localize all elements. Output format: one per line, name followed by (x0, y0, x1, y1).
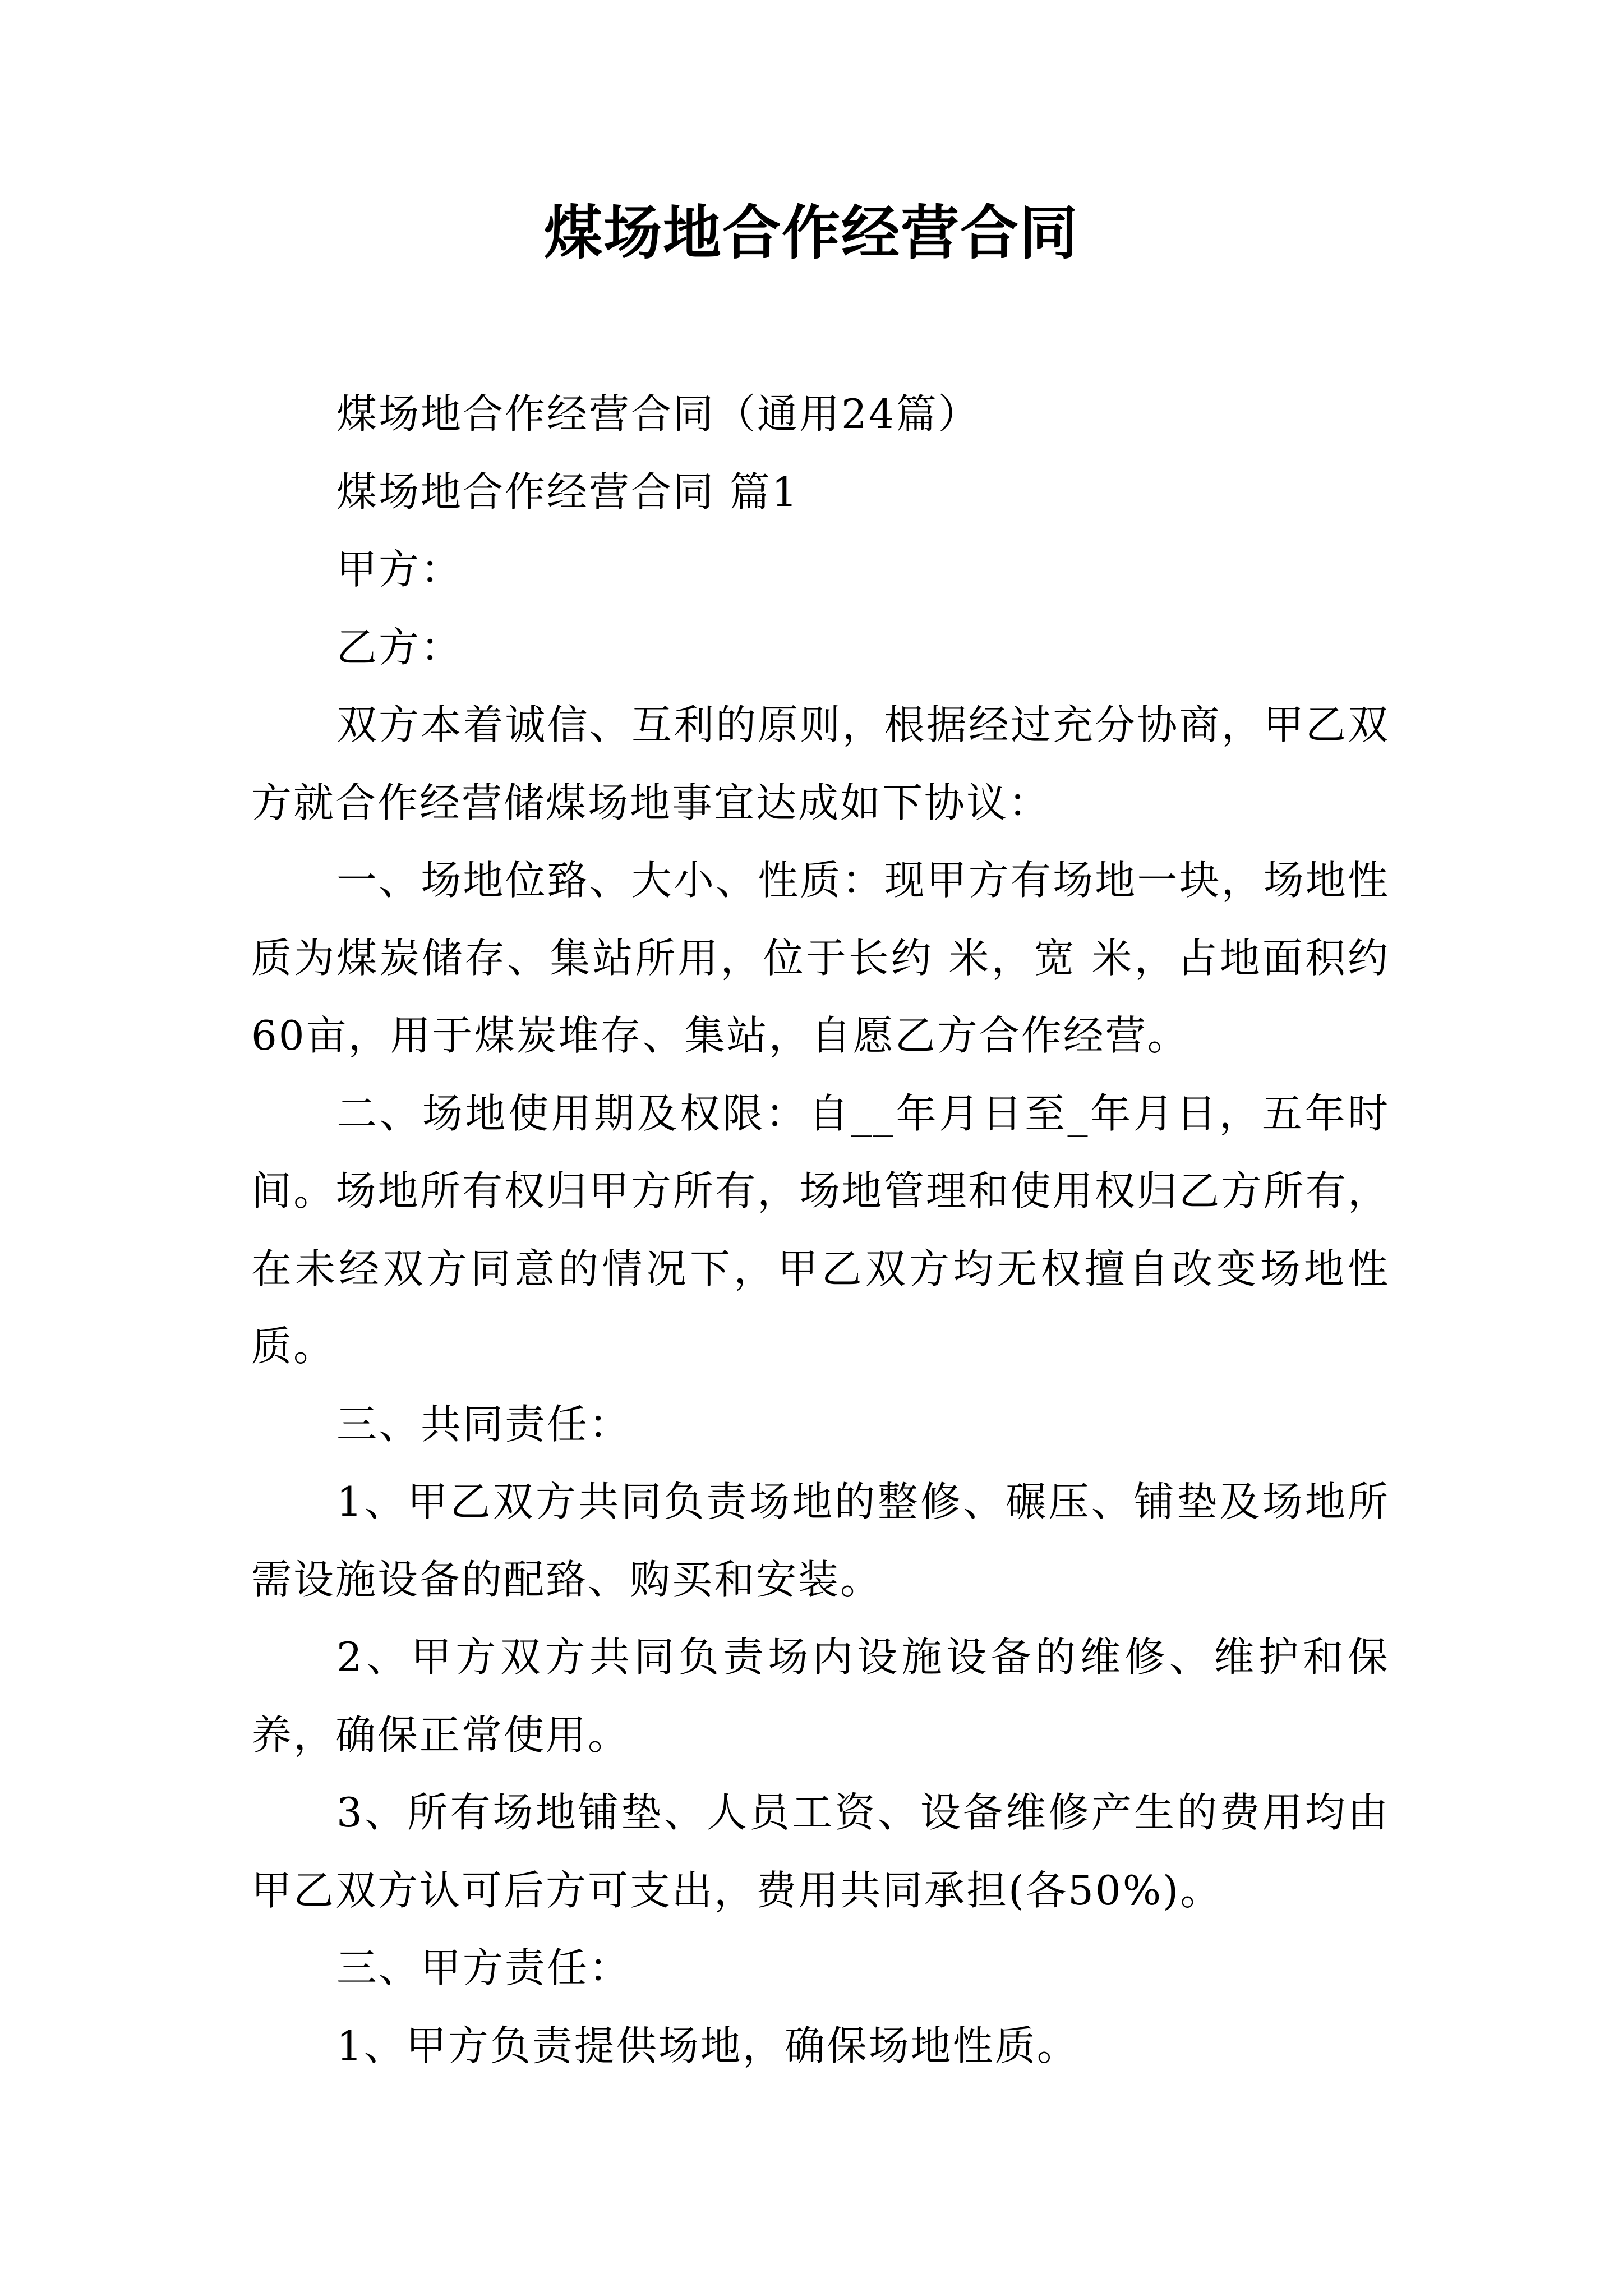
joint-item-3: 3、所有场地铺垫、人员工资、设备维修产生的费用均由甲乙双方认可后方可支出，费用共同承担(各50%)。 (251, 1789, 1390, 1914)
clause-term-paragraph: 二、场地使用期及权限：自__年月日至_年月日，五年时间。场地所有权归甲方所有，场地管理和使用权归乙方所有，在未经双方同意的情况下，甲乙双方均无权擅自改变场地性质。 (251, 1089, 1390, 1370)
party-a-line: 甲方： (336, 546, 463, 593)
clause-site-paragraph: 一、场地位臵、大小、性质：现甲方有场地一块，场地性质为煤炭储存、集站所用，位于长约 米，宽 米，占地面积约60亩，用于煤炭堆存、集站，自愿乙方合作经营。 (251, 857, 1390, 1059)
joint-item-1: 1、甲乙双方共同负责场地的整修、碾压、铺垫及场地所需设施设备的配臵、购买和安装。 (251, 1478, 1390, 1603)
clause-party-a-heading: 三、甲方责任： (336, 1944, 631, 1991)
section-heading: 煤场地合作经营合同 篇1 (336, 468, 799, 516)
preamble-paragraph: 双方本着诚信、互利的原则，根据经过充分协商，甲乙双方就合作经营储煤场地事宜达成如下协议： (251, 701, 1390, 826)
joint-item-2: 2、甲方双方共同负责场内设施设备的维修、维护和保养，确保正常使用。 (251, 1634, 1390, 1759)
clause-joint-heading: 三、共同责任： (336, 1400, 631, 1448)
document-title: 煤场地合作经营合同 (543, 198, 1079, 267)
subtitle-paragraph: 煤场地合作经营合同（通用24篇） (336, 390, 980, 438)
party-b-line: 乙方： (336, 623, 463, 671)
document-body (251, 375, 1390, 2085)
party-a-item-1: 1、甲方负责提供场地，确保场地性质。 (336, 2022, 1079, 2069)
